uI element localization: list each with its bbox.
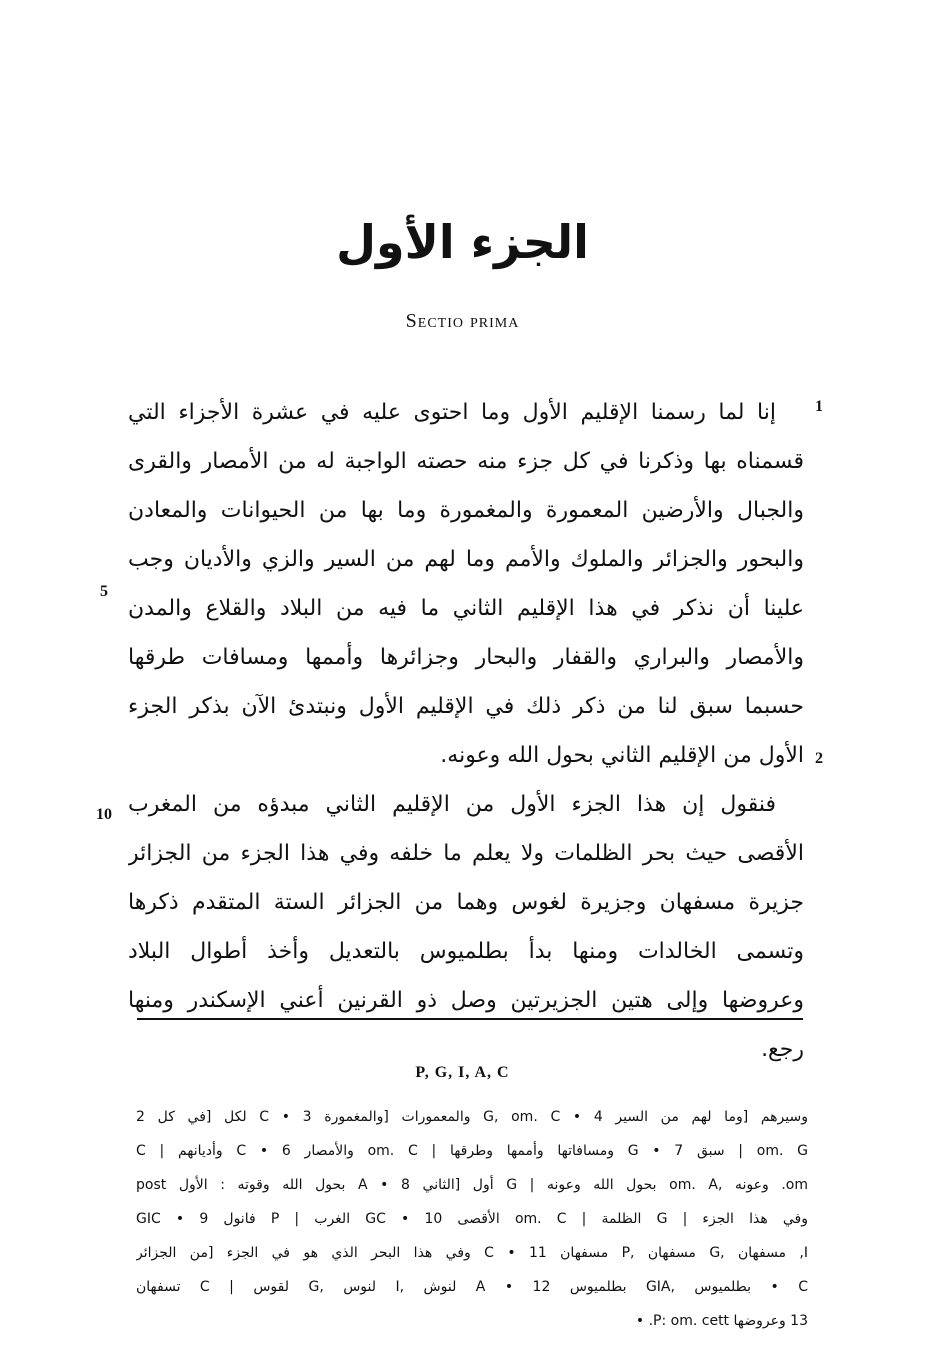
apparatus-line: وسيرهم [وما لهم من السير 4 • G, om. C والمعمورات [والمغمورة 3 • C لكل [في كل 2 [136,1109,808,1125]
main-text [128,388,804,1074]
text-line: والبحور والجزائر والملوك والأمم وما لهم من السير والزي والأديان وجب [128,547,804,572]
text-line: إنا لما رسمنا الإقليم الأول وما احتوى عليه في عشرة الأجزاء التي [128,400,776,425]
text-line: وعروضها وإلى هتين الجزيرتين وصل ذو القرنين أعني الإسكندر ومنها [128,988,804,1013]
line-number: 5 [100,583,108,600]
text-line: جزيرة مسفهان وجزيرة لغوس وهما من الجزائر الستة المتقدم ذكرها [128,890,804,915]
paragraph-number: 1 [815,398,823,415]
text-line: فنقول إن هذا الجزء الأول من الإقليم الثاني مبدؤه من المغرب [128,792,776,817]
apparatus-line: om. G | سبق 7 • G ومسافاتها وأممها وطرقها | om. C والأمصار 6 • C وأديانهم | C [136,1143,808,1159]
section-heading: الجزء الأول [336,215,589,269]
apparatus-line: om. وعونه ,om. A بحول الله وعونه | G أول [الثاني 8 • A بحول الله وقوته : الأول post [136,1177,808,1193]
text-line: الأقصى حيث بحر الظلمات ولا يعلم ما خلفه وفي هذا الجزء من الجزائر [128,841,804,866]
text-line: قسمناه بها وذكرنا في كل جزء منه حصته الواجبة له من الأمصار والقرى [128,449,804,474]
apparatus-line: I, مسفهان ,G مسفهان ,P مسفهان 11 • C وفي هذا البحر الذي هو في الجزء [من الجزائر [136,1245,808,1261]
line-number: 10 [96,806,112,823]
text-line: الأول من الإقليم الثاني بحول الله وعونه. [440,743,804,768]
section-subheading: Sectio prima [405,310,520,332]
text-line: رجع. [761,1037,804,1062]
manuscript-sigla: P, G, I, A, C [415,1064,510,1081]
footnote-divider [137,1018,803,1020]
apparatus-line: وفي هذا الجزء | G الظلمة | om. C الأقصى 10 • GC الغرب | P فانول 9 • GIC [136,1211,808,1227]
text-line: والأمصار والبراري والقفار والبحار وجزائرها وأممها ومسافات طرقها [128,645,804,670]
apparatus-line: 13 وعروضها P: om. cett. • [635,1313,808,1329]
text-line: حسبما سبق لنا من ذكر ذلك في الإقليم الأول ونبتدئ الآن بذكر الجزء [128,694,804,719]
critical-apparatus [136,1100,808,1338]
text-line: علينا أن نذكر في هذا الإقليم الثاني ما فيه من البلاد والقلاع والمدن [128,596,804,621]
apparatus-line: C • بطلميوس ,GIA بطلميوس 12 • A لنوش ,I لنوس ,G لقوس | C تسفهان [136,1279,808,1295]
text-line: وتسمى الخالدات ومنها بدأ بطلميوس بالتعديل وأخذ أطوال البلاد [128,939,804,964]
text-line: والجبال والأرضين المعمورة والمغمورة وما بها من الحيوانات والمعادن [128,498,804,523]
paragraph-number: 2 [815,750,823,767]
